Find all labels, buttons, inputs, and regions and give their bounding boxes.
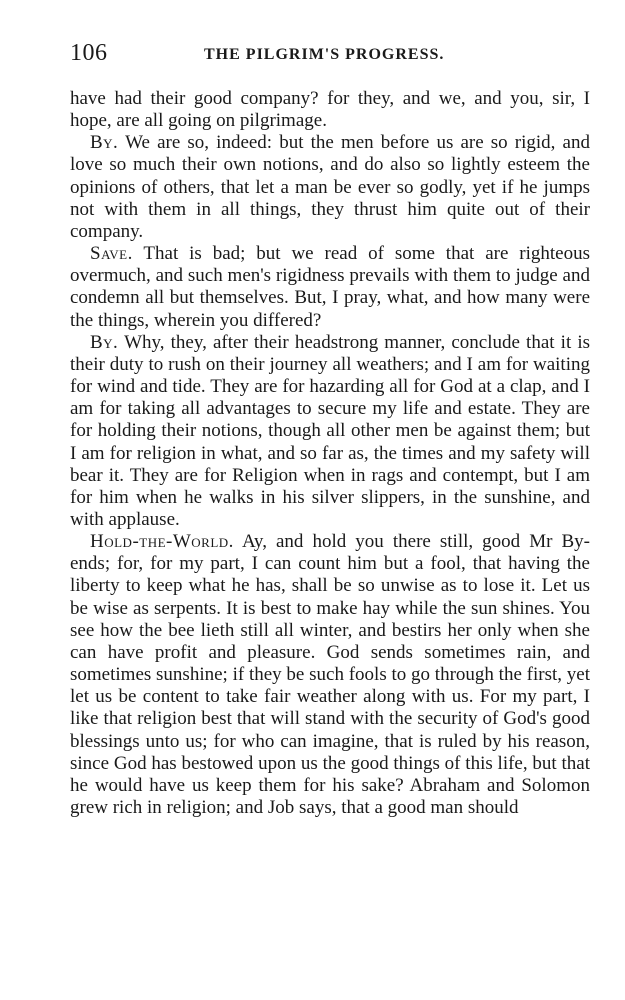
speaker-label: By. <box>90 132 119 154</box>
paragraph-2 <box>70 132 590 243</box>
body-text <box>70 88 590 819</box>
page-header <box>70 40 590 70</box>
running-head: THE PILGRIM'S PROGRESS. <box>204 46 445 63</box>
paragraph-5 <box>70 531 590 819</box>
paragraph-text: Ay, and hold you there still, good Mr By-ends; for, for my part, I can count him but a fool, that having the liberty to keep what he has, shall be so unwise as to lose it. Let us be wise as serpents. It is best to make hay while the sun shines. You see how the bee lieth still all winter, and bestirs her only when she can have profit and pleasure. God sends sometimes rain, and sometimes sunshine; if they be such fools to go through the first, yet let us be content to take fair weather along with us. For my part, I like that religion best that will stand with the security of God's good blessings unto us; for who can imagine, that is ruled by his reason, since God has bestowed upon us the good things of this life, but that he would have us keep them for his sake? Abraham and Solomon grew rich in religion; and Job says, that a good man should <box>70 531 590 818</box>
paragraph-4 <box>70 332 590 531</box>
paragraph-text: That is bad; but we read of some that are righteous overmuch, and such men's rigidness prevails with them to judge and condemn all but themselves. But, I pray, what, and how many were the things, wherein you differed? <box>70 243 590 331</box>
speaker-label: Hold-the-World. <box>90 531 234 553</box>
paragraph-text: have had their good company? for they, and we, and you, sir, I hope, are all going on pilgrimage. <box>70 88 590 132</box>
speaker-label: Save. <box>90 243 133 265</box>
paragraph-1 <box>70 88 590 132</box>
paragraph-text: Why, they, after their headstrong manner, conclude that it is their duty to rush on their journey all weathers; and I am for waiting for wind and tide. They are for hazarding all for God at a clap, and I am for taking all advantages to secure my life and estate. They are for holding their notions, though all other men be against them; but I am for religion in what, and so far as, the times and my safety will bear it. They are for Religion when in rags and contempt, but I am for him when he walks in his silver slippers, in the sunshine, and with applause. <box>70 331 590 530</box>
page-number: 106 <box>70 40 108 66</box>
speaker-label: By. <box>90 331 119 353</box>
paragraph-text: We are so, indeed: but the men before us are so rigid, and love so much their own notions, and do also so lightly esteem the opinions of others, that let a man be ever so godly, yet if he jumps not with them in all things, they thrust him quite out of their company. <box>70 132 590 242</box>
paragraph-3 <box>70 243 590 332</box>
